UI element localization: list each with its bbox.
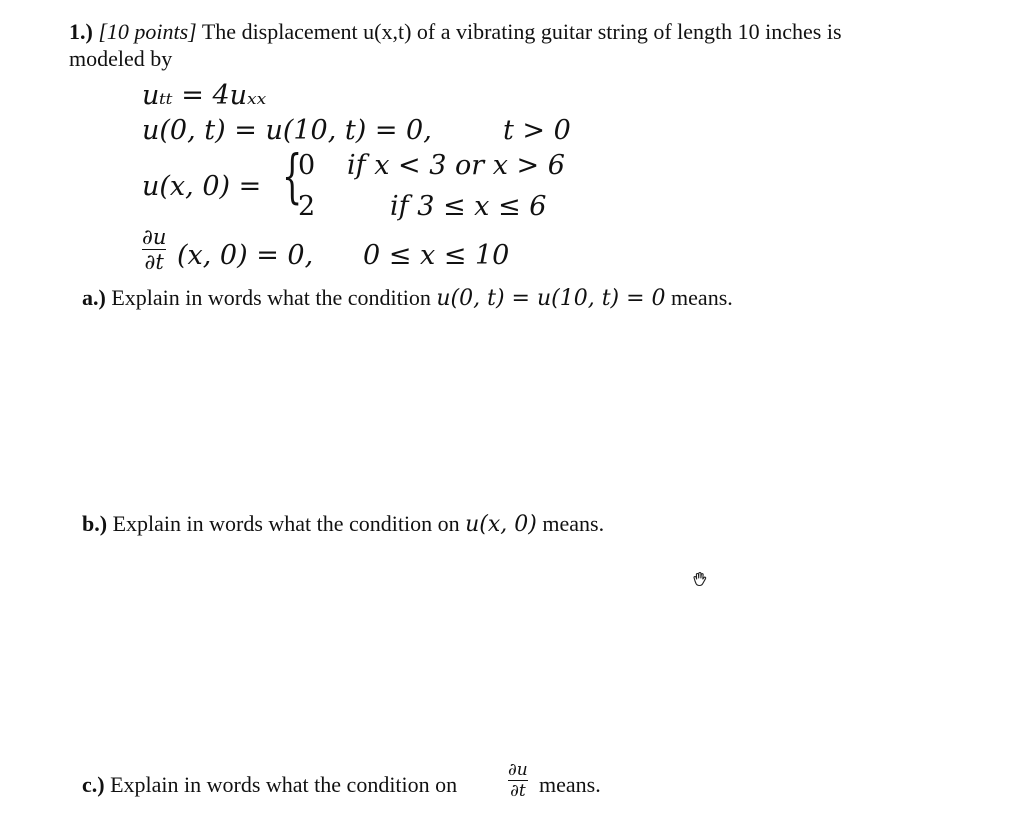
part-a-label: a.) xyxy=(82,285,106,310)
part-b-text: Explain in words what the condition on xyxy=(112,511,460,536)
velocity-fraction-numerator: ∂u xyxy=(142,225,167,249)
pde-equation: uₜₜ = 4uₓₓ xyxy=(142,80,267,111)
problem-intro-line1: The displacement u(x,t) of a vibrating guitar string of length 10 inches is xyxy=(201,19,842,44)
case1-condition: if x < 3 or x > 6 xyxy=(347,150,565,181)
problem-header xyxy=(69,19,842,45)
problem-points: [10 points] xyxy=(98,19,197,44)
problem-number: 1.) xyxy=(69,19,93,44)
part-c-suffix: means. xyxy=(539,772,601,797)
problem-intro-line2: modeled by xyxy=(69,46,173,71)
part-a-text: Explain in words what the condition xyxy=(111,285,431,310)
velocity-fraction xyxy=(142,225,166,274)
part-b-question xyxy=(82,511,604,538)
part-c-label: c.) xyxy=(82,772,105,797)
velocity-equation: (x, 0) = 0, xyxy=(177,240,314,271)
boundary-equation: u(0, t) = u(10, t) = 0, xyxy=(142,115,432,146)
piecewise-brace: { xyxy=(282,142,303,210)
part-b-suffix: means. xyxy=(542,511,605,536)
part-a-question xyxy=(82,285,733,312)
velocity-range: 0 ≤ x ≤ 10 xyxy=(363,240,510,271)
part-a-suffix: means. xyxy=(671,285,733,310)
case2-condition: if 3 ≤ x ≤ 6 xyxy=(390,191,547,222)
case2-value: 2 xyxy=(298,191,316,222)
part-c-fraction xyxy=(508,760,528,801)
part-c-fraction-denominator: ∂t xyxy=(508,780,528,801)
boundary-time-condition: t > 0 xyxy=(503,115,571,146)
part-b-math: u(x, 0) xyxy=(465,512,537,537)
part-c-text: Explain in words what the condition on xyxy=(110,772,458,797)
velocity-fraction-denominator: ∂t xyxy=(142,249,166,274)
case1-value: 0 xyxy=(298,150,316,181)
part-a-math: u(0, t) = u(10, t) = 0 xyxy=(436,286,666,311)
part-c-question xyxy=(82,772,457,798)
part-c-fraction-numerator: ∂u xyxy=(508,760,528,780)
initial-displacement-lhs: u(x, 0) = xyxy=(142,171,262,202)
part-b-label: b.) xyxy=(82,511,108,536)
hand-cursor-icon xyxy=(690,570,710,590)
